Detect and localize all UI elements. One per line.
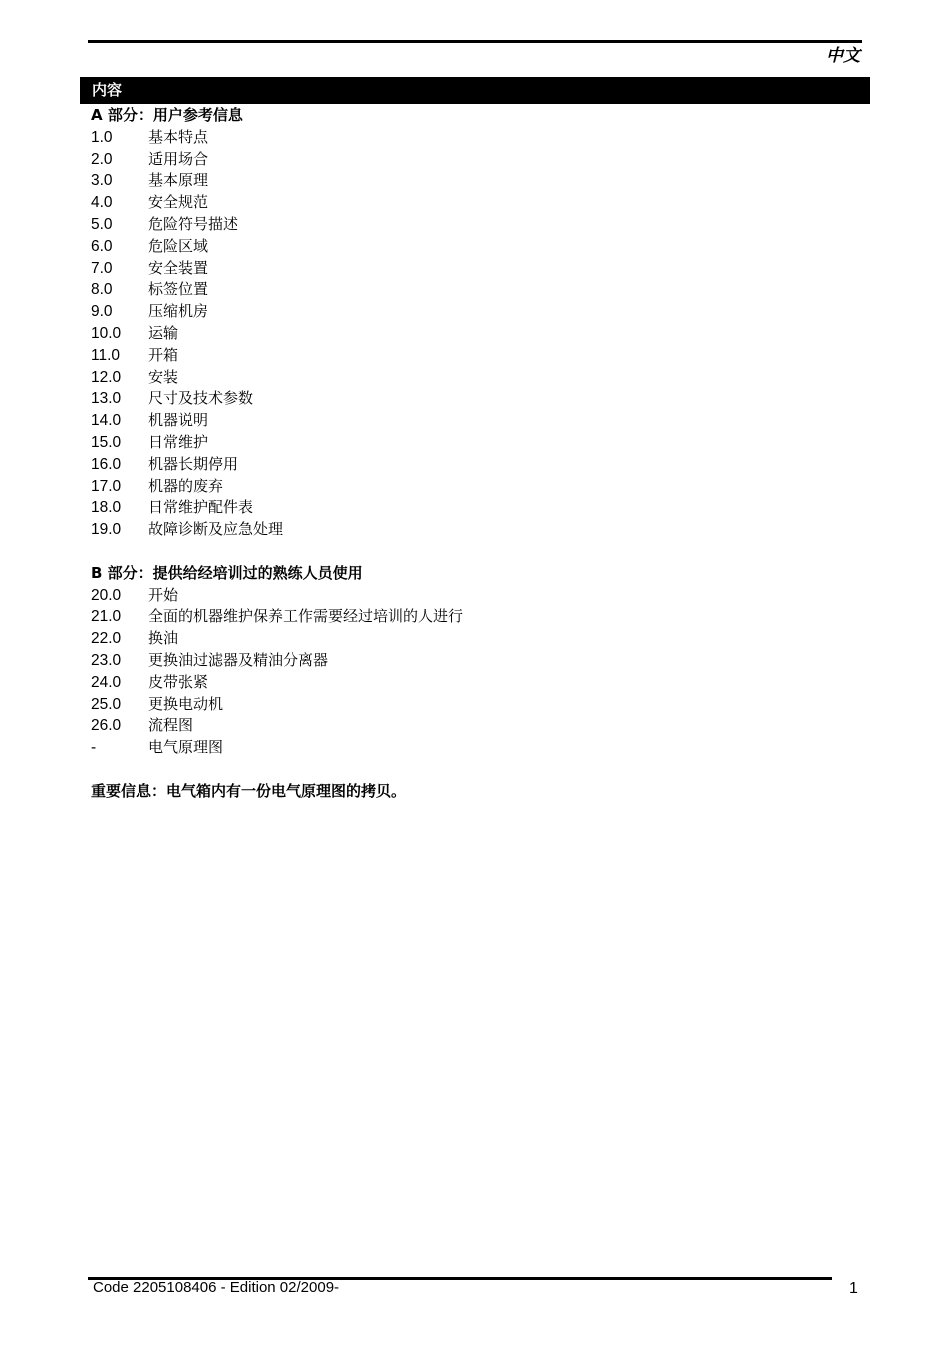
toc-entry — [91, 214, 851, 236]
toc-entry-number: 22.0 — [91, 630, 122, 648]
toc-entry-title: 基本原理 — [148, 171, 209, 190]
toc-entry-number: 9.0 — [91, 303, 113, 321]
toc-entry-number: 20.0 — [91, 586, 122, 604]
toc-entry-number: 14.0 — [91, 412, 122, 430]
toc-entry — [91, 454, 851, 476]
toc-entry-number: 12.0 — [91, 368, 122, 386]
toc-entry-title: 危险符号描述 — [148, 214, 239, 233]
contents-title: 内容 — [92, 81, 123, 99]
part-a-heading: A 部分：用户参考信息 — [91, 106, 243, 124]
toc-entry — [91, 432, 851, 454]
toc-entry-number: 16.0 — [91, 455, 122, 473]
footer-code: Code 2205108406 - Edition 02/2009- — [93, 1279, 340, 1296]
toc-entry-number: 2.0 — [91, 150, 113, 168]
toc-entry — [91, 149, 851, 171]
part-b-list — [91, 585, 851, 759]
toc-entry-title: 开始 — [148, 585, 179, 604]
toc-entry-title: 安装 — [148, 367, 179, 386]
toc-entry-title: 日常维护配件表 — [148, 498, 254, 517]
page-number: 1 — [849, 1280, 858, 1297]
toc-entry-title: 机器长期停用 — [148, 454, 239, 473]
toc-entry-number: 7.0 — [91, 259, 113, 277]
toc-entry — [91, 301, 851, 323]
toc-entry-title: 全面的机器维护保养工作需要经过培训的人进行 — [148, 607, 464, 626]
toc-entry — [91, 367, 851, 389]
toc-entry-title: 安全装置 — [148, 258, 209, 277]
toc-entry-title: 标签位置 — [148, 280, 209, 299]
part-a-list — [91, 127, 851, 541]
toc-entry-title: 机器说明 — [148, 411, 209, 430]
toc-entry — [91, 170, 851, 192]
toc-entry-number: 4.0 — [91, 194, 113, 212]
table-of-contents — [91, 105, 851, 803]
toc-entry-title: 电气原理图 — [148, 738, 224, 757]
toc-entry — [91, 388, 851, 410]
important-note: 重要信息：电气箱内有一份电气原理图的拷贝。 — [91, 781, 407, 800]
toc-entry-title: 尺寸及技术参数 — [148, 389, 254, 408]
toc-entry-title: 安全规范 — [148, 193, 209, 212]
toc-entry-number: 19.0 — [91, 521, 122, 539]
toc-entry — [91, 715, 851, 737]
toc-entry — [91, 410, 851, 432]
part-b-heading: B 部分：提供给经培训过的熟练人员使用 — [91, 563, 363, 582]
toc-entry-number: 5.0 — [91, 215, 113, 233]
toc-entry-title: 流程图 — [148, 716, 194, 735]
header-rule — [88, 40, 862, 43]
toc-entry — [91, 497, 851, 519]
toc-entry — [91, 737, 851, 759]
toc-entry-title: 故障诊断及应急处理 — [148, 520, 284, 539]
toc-entry — [91, 650, 851, 672]
toc-entry-number: 17.0 — [91, 477, 122, 495]
toc-entry — [91, 476, 851, 498]
toc-entry — [91, 127, 851, 149]
toc-entry — [91, 279, 851, 301]
toc-entry-title: 更换油过滤器及精油分离器 — [148, 650, 329, 669]
toc-entry-number: 3.0 — [91, 172, 113, 190]
toc-entry-title: 危险区域 — [148, 236, 209, 255]
toc-entry-number: 1.0 — [91, 128, 113, 146]
toc-entry-number: - — [91, 739, 97, 757]
toc-entry-title: 基本特点 — [148, 127, 209, 146]
toc-entry-number: 18.0 — [91, 499, 122, 517]
toc-entry-title: 机器的废弃 — [148, 476, 224, 495]
toc-entry-title: 适用场合 — [148, 149, 209, 168]
toc-entry-number: 15.0 — [91, 433, 122, 451]
toc-entry-number: 10.0 — [91, 324, 122, 342]
toc-entry-number: 8.0 — [91, 281, 113, 299]
toc-entry-title: 开箱 — [148, 345, 179, 364]
toc-entry-title: 更换电动机 — [148, 694, 224, 713]
toc-entry-title: 皮带张紧 — [148, 672, 209, 691]
toc-entry-title: 日常维护 — [148, 432, 209, 451]
toc-entry — [91, 585, 851, 607]
toc-entry-number: 26.0 — [91, 717, 122, 735]
toc-entry-number: 6.0 — [91, 237, 113, 255]
toc-entry-number: 23.0 — [91, 651, 122, 669]
toc-entry-title: 换油 — [148, 629, 179, 648]
toc-entry — [91, 236, 851, 258]
toc-entry — [91, 192, 851, 214]
toc-entry-number: 21.0 — [91, 608, 122, 626]
toc-entry — [91, 606, 851, 628]
toc-entry — [91, 519, 851, 541]
toc-entry — [91, 628, 851, 650]
toc-entry-number: 13.0 — [91, 390, 122, 408]
toc-entry — [91, 258, 851, 280]
spacer — [91, 541, 851, 563]
toc-entry-number: 24.0 — [91, 673, 122, 691]
language-label: 中文 — [826, 46, 860, 66]
toc-entry — [91, 694, 851, 716]
toc-entry-number: 25.0 — [91, 695, 122, 713]
toc-entry — [91, 345, 851, 367]
toc-entry — [91, 672, 851, 694]
toc-entry-number: 11.0 — [91, 346, 121, 364]
toc-entry — [91, 323, 851, 345]
contents-title-bar — [80, 77, 870, 104]
toc-entry-title: 压缩机房 — [148, 302, 209, 321]
toc-entry-title: 运输 — [148, 323, 179, 342]
spacer — [91, 759, 851, 781]
